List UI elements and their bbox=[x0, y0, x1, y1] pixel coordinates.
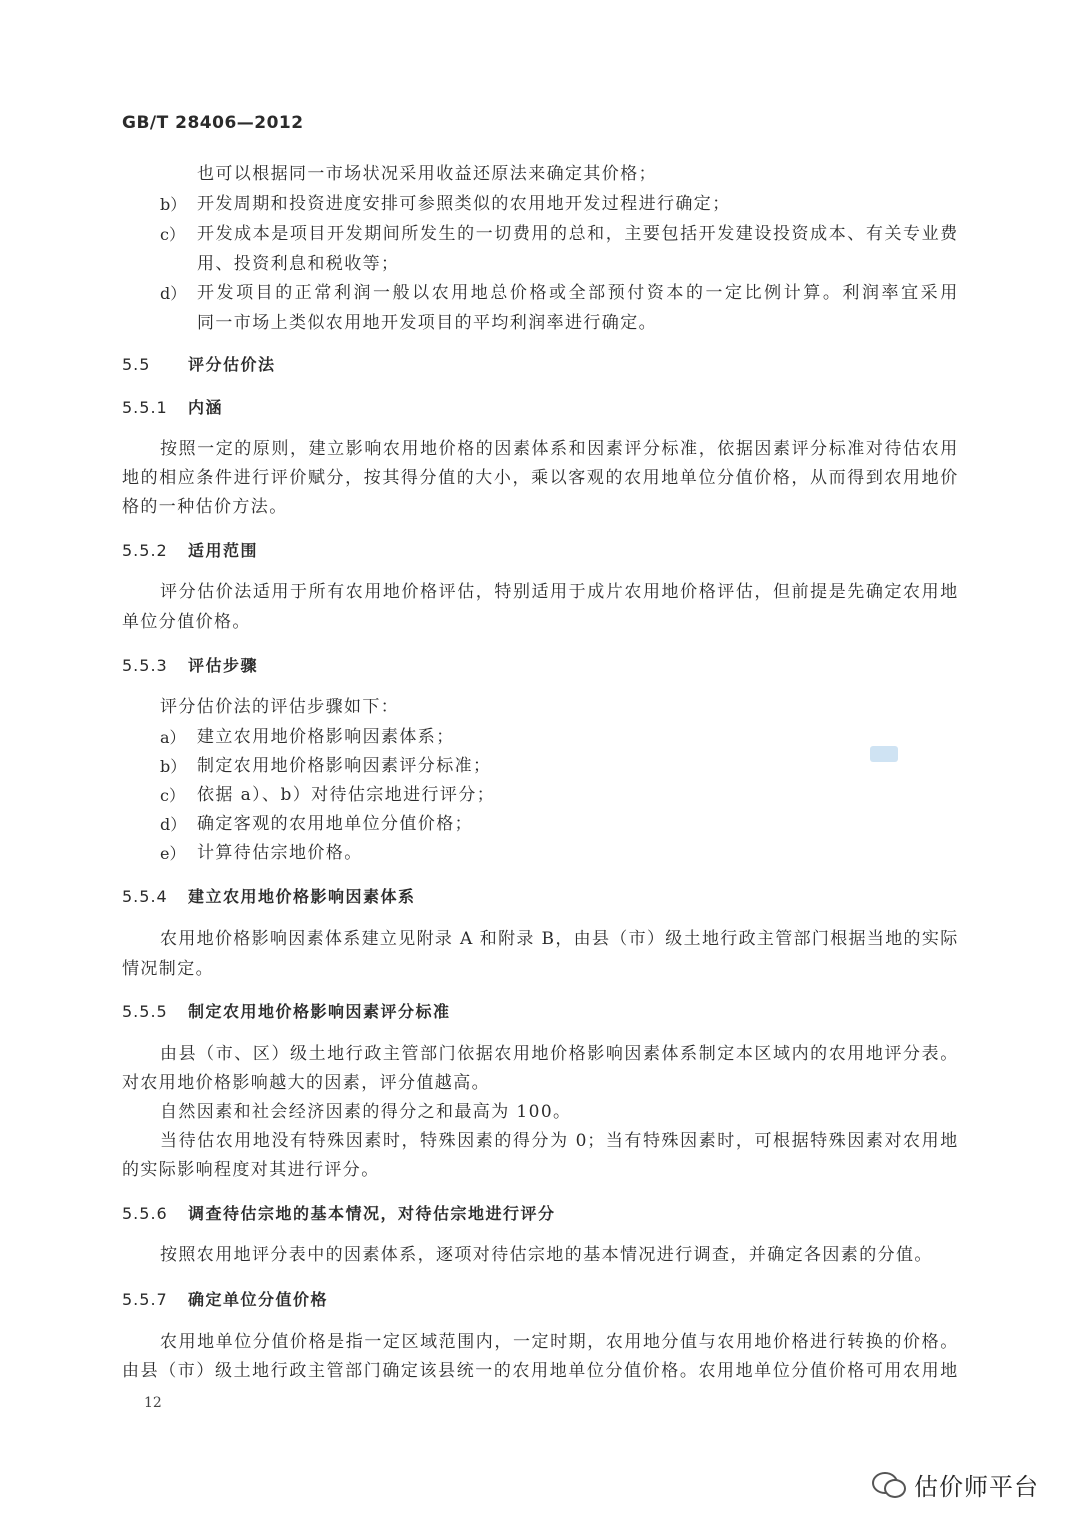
section-title: 内涵 bbox=[188, 398, 224, 417]
paragraph-line: 农用地价格影响因素体系建立见附录 A 和附录 B，由县（市）级土地行政主管部门根据当地的实际 bbox=[160, 929, 958, 949]
paragraph-line: 按照一定的原则，建立影响农用地价格的因素体系和因素评分标准，依据因素评分标准对待估农用 bbox=[160, 439, 958, 459]
standard-code: GB/T 28406—2012 bbox=[122, 113, 304, 133]
paragraph-line: 评分估价法的评估步骤如下： bbox=[160, 697, 400, 717]
paragraph-line: 按照农用地评分表中的因素体系，逐项对待估宗地的基本情况进行调查，并确定各因素的分值。 bbox=[160, 1245, 933, 1265]
section-number: 5.5.4 bbox=[122, 887, 168, 906]
paragraph-line: 由县（市、区）级土地行政主管部门依据农用地价格影响因素体系制定本区域内的农用地评分表。 bbox=[160, 1044, 958, 1064]
step-text: 建立农用地价格影响因素体系； bbox=[197, 727, 455, 747]
section-heading-5-5 bbox=[122, 356, 276, 373]
step-marker: b） bbox=[160, 757, 187, 776]
list-item-d-line1: 开发项目的正常利润一般以农用地总价格或全部预付资本的一定比例计算。利润率宜采用 bbox=[197, 283, 958, 303]
step-marker: a） bbox=[160, 728, 186, 747]
section-heading-5-5-7 bbox=[122, 1291, 328, 1308]
section-number: 5.5 bbox=[122, 355, 151, 374]
section-title: 建立农用地价格影响因素体系 bbox=[188, 887, 416, 906]
section-title: 确定单位分值价格 bbox=[188, 1290, 329, 1309]
section-number: 5.5.1 bbox=[122, 398, 168, 417]
list-item-c-line1: 开发成本是项目开发期间所发生的一切费用的总和，主要包括开发建设投资成本、有关专业费 bbox=[197, 224, 958, 244]
paragraph-line: 格的一种估价方法。 bbox=[122, 497, 288, 517]
section-title: 制定农用地价格影响因素评分标准 bbox=[188, 1002, 451, 1021]
section-heading-5-5-6 bbox=[122, 1205, 556, 1222]
list-marker-c: c） bbox=[160, 225, 185, 244]
step-text: 确定客观的农用地单位分值价格； bbox=[197, 814, 473, 834]
watermark-logo bbox=[870, 746, 898, 762]
section-number: 5.5.5 bbox=[122, 1002, 168, 1021]
paragraph-line: 自然因素和社会经济因素的得分之和最高为 100。 bbox=[160, 1102, 572, 1122]
section-title: 评估步骤 bbox=[188, 656, 259, 675]
section-title: 适用范围 bbox=[188, 541, 259, 560]
paragraph-line: 对农用地价格影响越大的因素，评分值越高。 bbox=[122, 1073, 490, 1093]
section-heading-5-5-2 bbox=[122, 542, 258, 559]
list-item-d-line2: 同一市场上类似农用地开发项目的平均利润率进行确定。 bbox=[197, 313, 657, 333]
paragraph-line: 地的相应条件进行评价赋分，按其得分值的大小，乘以客观的农用地单位分值价格，从而得到农用地价 bbox=[122, 468, 958, 488]
section-number: 5.5.6 bbox=[122, 1204, 168, 1223]
section-number: 5.5.7 bbox=[122, 1290, 168, 1309]
list-marker-d: d） bbox=[160, 284, 187, 303]
wechat-watermark bbox=[872, 1462, 1039, 1506]
step-marker: e） bbox=[160, 844, 186, 863]
section-heading-5-5-1 bbox=[122, 399, 223, 416]
section-heading-5-5-4 bbox=[122, 888, 416, 905]
wechat-account-name: 估价师平台 bbox=[914, 1472, 1039, 1501]
list-item-a-continuation: 也可以根据同一市场状况采用收益还原法来确定其价格； bbox=[197, 164, 657, 184]
section-heading-5-5-5 bbox=[122, 1003, 451, 1020]
step-marker: d） bbox=[160, 815, 187, 834]
section-number: 5.5.2 bbox=[122, 541, 168, 560]
step-text: 计算待估宗地价格。 bbox=[197, 843, 363, 863]
step-marker: c） bbox=[160, 786, 185, 805]
list-item-b-text: 开发周期和投资进度安排可参照类似的农用地开发过程进行确定； bbox=[197, 194, 731, 214]
paragraph-line: 由县（市）级土地行政主管部门确定该县统一的农用地单位分值价格。农用地单位分值价格可用农用地 bbox=[122, 1361, 958, 1381]
step-text: 依据 a）、b）对待估宗地进行评分； bbox=[197, 785, 496, 805]
section-title: 调查待估宗地的基本情况，对待估宗地进行评分 bbox=[188, 1204, 556, 1223]
paragraph-line: 评分估价法适用于所有农用地价格评估，特别适用于成片农用地价格评估，但前提是先确定农用地 bbox=[160, 582, 958, 602]
list-marker-b: b） bbox=[160, 195, 187, 214]
paragraph-line: 单位分值价格。 bbox=[122, 612, 251, 632]
section-number: 5.5.3 bbox=[122, 656, 168, 675]
section-title: 评分估价法 bbox=[188, 355, 276, 374]
paragraph-line: 情况制定。 bbox=[122, 959, 214, 979]
list-item-c-line2: 用、投资利息和税收等； bbox=[197, 254, 400, 274]
paragraph-line: 农用地单位分值价格是指一定区域范围内，一定时期，农用地分值与农用地价格进行转换的价格。 bbox=[160, 1332, 958, 1352]
section-heading-5-5-3 bbox=[122, 657, 258, 674]
page-number: 12 bbox=[144, 1395, 162, 1411]
step-text: 制定农用地价格影响因素评分标准； bbox=[197, 756, 492, 776]
paragraph-line: 的实际影响程度对其进行评分。 bbox=[122, 1160, 380, 1180]
wechat-icon bbox=[872, 1470, 906, 1498]
paragraph-line: 当待估农用地没有特殊因素时，特殊因素的得分为 0；当有特殊因素时，可根据特殊因素对农用地 bbox=[160, 1131, 958, 1151]
